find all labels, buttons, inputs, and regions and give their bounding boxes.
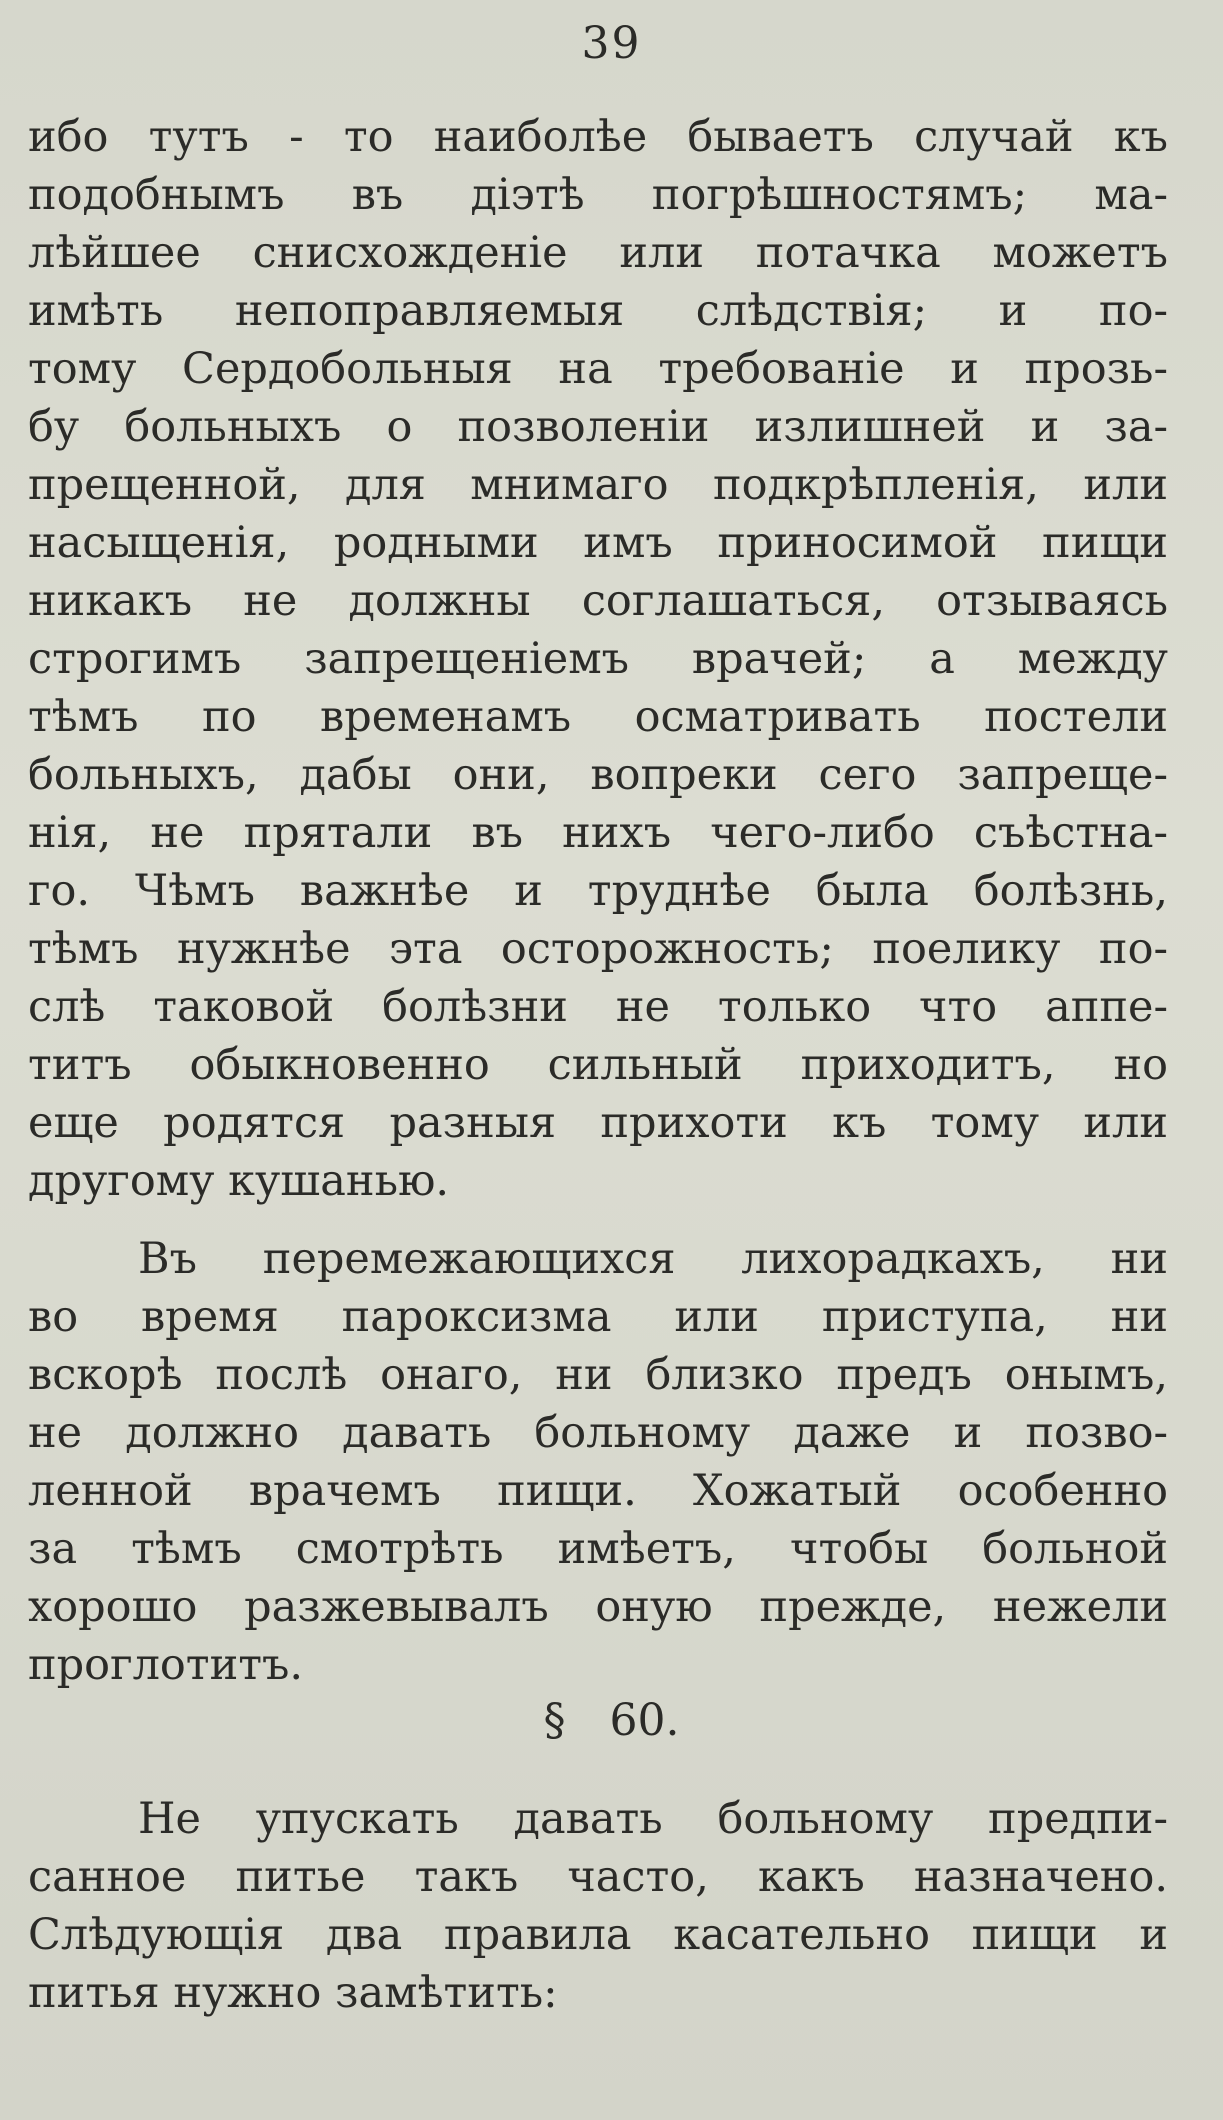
text-line: никакъ не должны соглашаться, отзываясь	[28, 576, 1168, 626]
text-line: насыщенія, родными имъ приносимой пищи	[28, 518, 1168, 568]
text-line: прещенной, для мнимаго подкрѣпленія, или	[28, 460, 1168, 510]
text-line: Въ перемежающихся лихорадкахъ, ни	[138, 1234, 1168, 1284]
text-line: хорошо разжевывалъ оную прежде, нежели	[28, 1582, 1168, 1632]
text-line: лѣйшее снисхожденіе или потачка можетъ	[28, 228, 1168, 278]
text-line: другому кушанью.	[28, 1156, 450, 1206]
text-line: Слѣдующія два правила касательно пищи и	[28, 1910, 1168, 1960]
text-line: слѣ таковой болѣзни не только что аппе-	[28, 982, 1168, 1032]
text-line: санное питье такъ часто, какъ назначено.	[28, 1852, 1168, 1902]
text-line: титъ обыкновенно сильный приходитъ, но	[28, 1040, 1168, 1090]
text-line: не должно давать больному даже и позво-	[28, 1408, 1168, 1458]
text-line: подобнымъ въ діэтѣ погрѣшностямъ; ма-	[28, 170, 1168, 220]
text-line: строгимъ запрещеніемъ врачей; а между	[28, 634, 1168, 684]
text-line: ленной врачемъ пищи. Хожатый особенно	[28, 1466, 1168, 1516]
text-line: бу больныхъ о позволеніи излишней и за-	[28, 402, 1168, 452]
text-line: за тѣмъ смотрѣть имѣетъ, чтобы больной	[28, 1524, 1168, 1574]
page-number: 39	[581, 18, 642, 69]
section-heading: § 60.	[543, 1695, 680, 1746]
text-line: го. Чѣмъ важнѣе и труднѣе была болѣзнь,	[28, 866, 1168, 916]
text-line: тѣмъ по временамъ осматривать постели	[28, 692, 1168, 742]
text-line: еще родятся разныя прихоти къ тому или	[28, 1098, 1168, 1148]
text-line: тому Сердобольныя на требованіе и прозь-	[28, 344, 1168, 394]
text-line: проглотитъ.	[28, 1640, 304, 1690]
text-line: нія, не прятали въ нихъ чего-либо съѣстна-	[28, 808, 1168, 858]
text-line: имѣть непоправляемыя слѣдствія; и по-	[28, 286, 1168, 336]
text-line: ибо тутъ - то наиболѣе бываетъ случай къ	[28, 112, 1168, 162]
text-line: вскорѣ послѣ онаго, ни близко предъ онымъ,	[28, 1350, 1168, 1400]
text-line: Не упускать давать больному предпи-	[138, 1794, 1168, 1844]
text-line: во время пароксизма или приступа, ни	[28, 1292, 1168, 1342]
text-line: тѣмъ нужнѣе эта осторожность; поелику по-	[28, 924, 1168, 974]
text-line: больныхъ, дабы они, вопреки сего запреще-	[28, 750, 1168, 800]
text-line: питья нужно замѣтить:	[28, 1968, 558, 2018]
